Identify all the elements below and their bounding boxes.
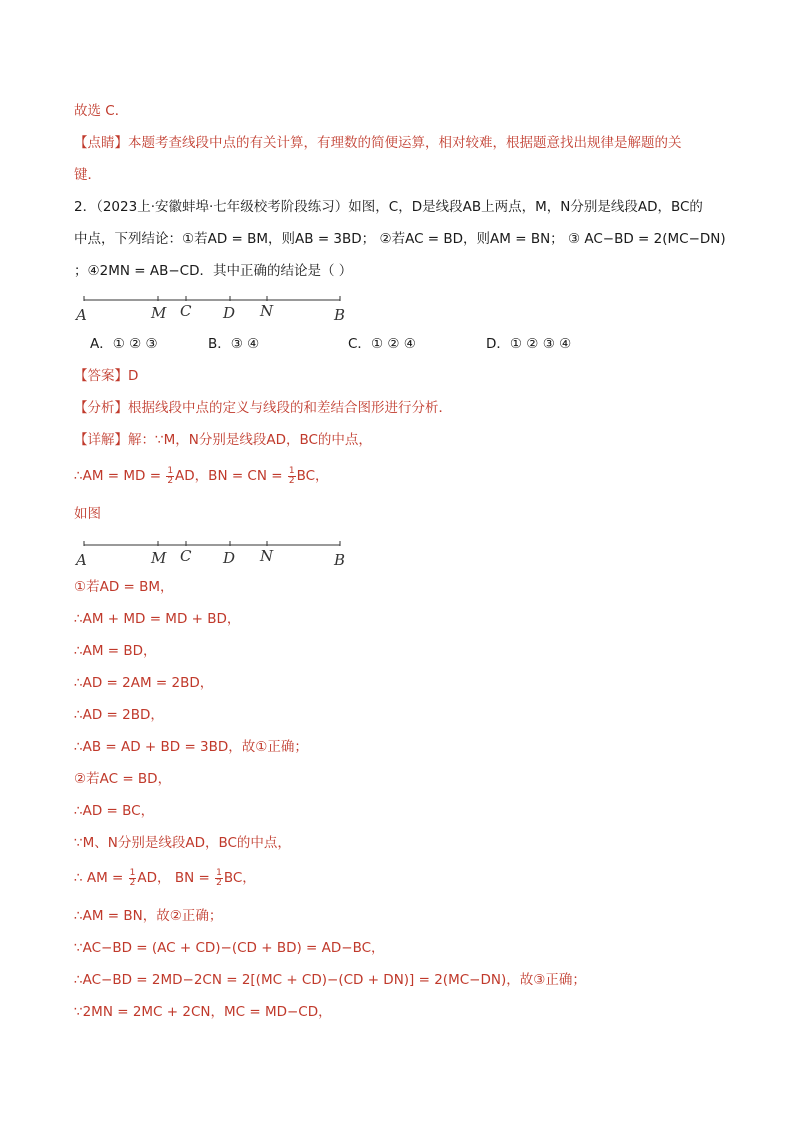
option-c-text: ① ② ④ (370, 336, 416, 352)
remark-tag: 【点睛】 (74, 135, 128, 151)
detail-text: 解：∵M，N分别是线段AD，BC的中点， (128, 432, 372, 448)
option-b-letter: B． (208, 336, 231, 352)
solution-step-9: ∵M、N分别是线段AD，BC的中点， (74, 835, 291, 851)
solution-step-8: ∴AD = BC， (74, 803, 155, 819)
point-label-d: D (223, 549, 236, 567)
option-b[interactable] (208, 334, 259, 354)
point-label-c: C (180, 302, 192, 320)
question-line-2: 中点，下列结论：①若AD = BM，则AB = 3BD； ②若AC = BD，则AM = BN； ③ AC−BD = 2(MC−DN) (74, 231, 726, 247)
point-label-m: M (151, 549, 167, 567)
segment-figure-solution (74, 535, 364, 569)
ru-tu-label: 如图 (74, 506, 101, 522)
option-c-letter: C． (348, 336, 371, 352)
option-a-text: ① ② ③ (112, 336, 158, 352)
solution-step-14: ∵2MN = 2MC + 2CN，MC = MD−CD， (74, 1004, 332, 1020)
segment-figure-question (74, 290, 364, 324)
fraction-half: $\frac{1}{2}$ (288, 465, 295, 486)
remark-text: 本题考查线段中点的有关计算，有理数的简便运算，相对较难，根据题意找出规律是解题的关 (128, 135, 682, 151)
remark-text-cont: 键． (74, 167, 101, 183)
point-label-m: M (151, 304, 167, 322)
point-label-b: B (334, 306, 346, 324)
detail-line (74, 430, 372, 450)
solution-step-13: ∴AC−BD = 2MD−2CN = 2[(MC + CD)−(CD + DN)] = 2(MC−DN)，故③正确； (74, 972, 586, 988)
option-a-letter: A． (90, 336, 113, 352)
analysis-tag: 【分析】 (74, 400, 128, 416)
fraction-half: $\frac{1}{2}$ (167, 465, 174, 486)
fraction-half: $\frac{1}{2}$ (129, 867, 136, 888)
solution-step-1: ①若AD = BM， (74, 579, 174, 595)
point-label-n: N (260, 547, 274, 565)
solution-step-10 (74, 868, 256, 888)
option-b-text: ③ ④ (230, 336, 260, 352)
analysis-line (74, 398, 452, 418)
midpoint-eq-part-1: ∴AM = MD = (74, 468, 166, 484)
point-label-a: A (76, 551, 87, 569)
solution-step-7: ②若AC = BD， (74, 771, 172, 787)
answer-options (90, 334, 650, 354)
answer-value: D (128, 368, 139, 384)
point-label-a: A (76, 306, 87, 324)
prev-conclusion: 故选 C． (74, 103, 129, 119)
solution-step-3: ∴AM = BD， (74, 643, 157, 659)
step-10-part-1: ∴ AM = (74, 870, 128, 886)
step-10-part-3: BC， (223, 870, 256, 886)
question-line-1: 2．（2023上·安徽蚌埠·七年级校考阶段练习）如图，C，D是线段AB上两点，M，N分别是线段AD，BC的 (74, 199, 703, 215)
midpoint-eq-part-2: AD，BN = CN = (175, 468, 287, 484)
analysis-text: 根据线段中点的定义与线段的和差结合图形进行分析． (128, 400, 452, 416)
option-c[interactable] (348, 334, 416, 354)
answer-line (74, 366, 138, 386)
prev-remark (74, 133, 682, 153)
solution-step-12: ∵AC−BD = (AC + CD)−(CD + BD) = AD−BC， (74, 940, 385, 956)
option-d-letter: D． (486, 336, 510, 352)
solution-step-11: ∴AM = BN，故②正确； (74, 908, 223, 924)
step-10-part-2: AD， BN = (137, 870, 215, 886)
detail-tag: 【详解】 (74, 432, 128, 448)
point-label-c: C (180, 547, 192, 565)
option-a[interactable] (90, 334, 158, 354)
solution-step-4: ∴AD = 2AM = 2BD， (74, 675, 214, 691)
solution-step-2: ∴AM + MD = MD + BD， (74, 611, 241, 627)
question-line-3: ；④2MN = AB−CD．其中正确的结论是（ ） (74, 263, 353, 279)
midpoint-eq-part-3: BC， (296, 468, 329, 484)
solution-step-5: ∴AD = 2BD， (74, 707, 164, 723)
option-d[interactable] (486, 334, 571, 354)
solution-step-6: ∴AB = AD + BD = 3BD，故①正确； (74, 739, 308, 755)
point-label-n: N (260, 302, 274, 320)
point-label-b: B (334, 551, 346, 569)
point-label-d: D (223, 304, 236, 322)
option-d-text: ① ② ③ ④ (509, 336, 572, 352)
answer-tag: 【答案】 (74, 368, 128, 384)
midpoint-equations (74, 466, 329, 486)
fraction-half: $\frac{1}{2}$ (216, 867, 222, 888)
